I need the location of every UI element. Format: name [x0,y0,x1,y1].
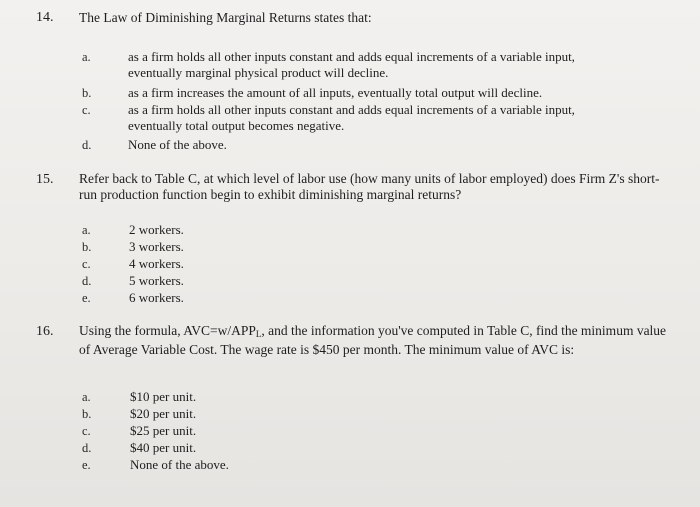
option-letter: b. [82,86,92,100]
option-text: 2 workers. [129,222,184,237]
option-text: as a firm increases the amount of all inputs, eventually total output will decline. [128,85,543,100]
option-text: $10 per unit. [130,389,197,404]
option-text: $40 per unit. [130,440,197,455]
option-text: None of the above. [130,457,229,472]
option-letter: d. [82,274,92,288]
option-text: $25 per unit. [130,423,197,438]
subscript: L [255,329,262,339]
option-letter: e. [82,458,91,472]
option-text: 3 workers. [129,239,184,254]
option-letter: c. [82,103,91,117]
option-letter: a. [82,50,91,64]
option-text: $20 per unit. [130,406,197,421]
option-text: 6 workers. [129,290,184,305]
question-number: 15. [36,172,54,187]
option-text: 4 workers. [129,256,184,271]
option-letter: b. [82,240,92,254]
question-text [79,323,669,358]
option-text: as a firm holds all other inputs constant and adds equal increments of a variable input, eventually marginal physical product will decline. [128,49,575,80]
question-text-part: , and the information you've computed in Table C, find the minimum value of Average Variable Cost. The wage rate is $450 per month. The minimum value of AVC is: [79,323,667,357]
question-text: Refer back to Table C, at which level of labor use (how many units of labor employed) does Firm Z's short-run production function begin to exhibit diminishing marginal returns? [79,171,660,202]
option-letter: e. [82,291,91,305]
question-number: 14. [36,10,54,25]
option-text: 5 workers. [129,273,184,288]
option-letter: d. [82,138,92,152]
question-text-part: Using the formula, AVC=w/APP [79,323,256,338]
option-text: None of the above. [128,137,227,152]
option-letter: b. [82,407,92,421]
option-letter: a. [82,223,91,237]
option-letter: a. [82,390,91,404]
option-letter: c. [82,257,91,271]
option-letter: d. [82,441,92,455]
question-number: 16. [36,324,54,339]
option-text: as a firm holds all other inputs constant and adds equal increments of a variable input, eventually total output becomes negative. [128,102,575,133]
question-text: The Law of Diminishing Marginal Returns states that: [79,10,372,25]
option-letter: c. [82,424,91,438]
